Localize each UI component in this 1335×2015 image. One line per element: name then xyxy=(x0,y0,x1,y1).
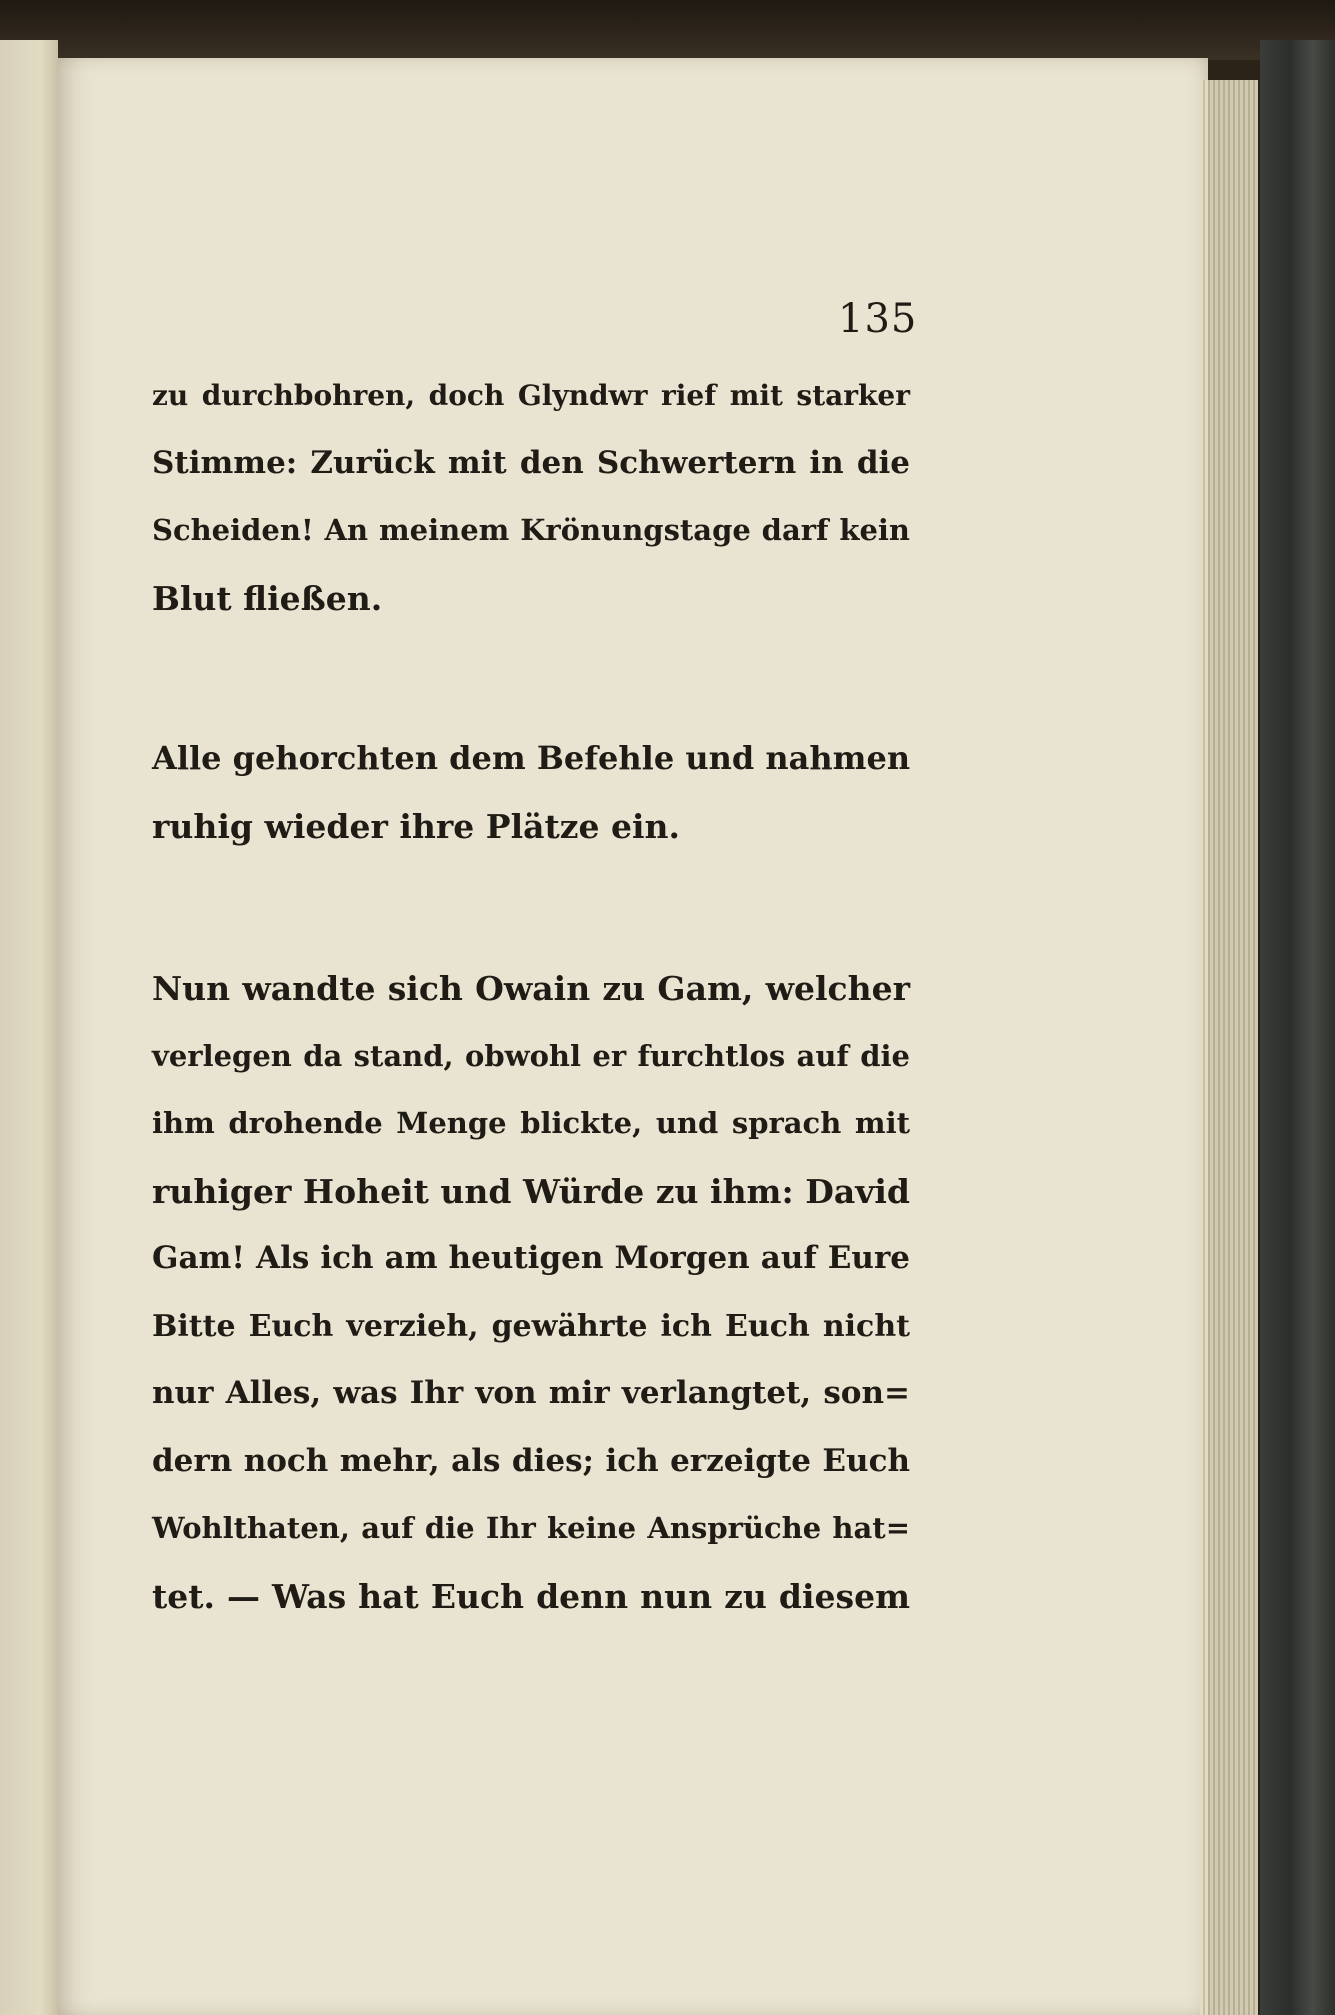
book-cover-edge xyxy=(1260,40,1335,2015)
text-line: ihm drohende Menge blickte, und sprach mit xyxy=(152,1106,910,1140)
text-line: ruhig wieder ihre Plätze ein. xyxy=(152,806,680,846)
text-line: dern noch mehr, als dies; ich erzeigte Euch xyxy=(152,1442,910,1479)
text-line: nur Alles, was Ihr von mir verlangtet, son= xyxy=(152,1375,910,1411)
paragraph-1 xyxy=(152,362,910,632)
paragraph-3 xyxy=(152,955,910,1630)
page-number: 135 xyxy=(838,296,918,342)
text-line: Blut fließen. xyxy=(152,578,383,618)
text-line: Wohlthaten, auf die Ihr keine Ansprüche hat= xyxy=(152,1511,910,1545)
previous-page-edge xyxy=(0,40,58,2015)
text-line: tet. — Was hat Euch denn nun zu diesem xyxy=(152,1576,910,1616)
text-line: ruhiger Hoheit und Würde zu ihm: David xyxy=(152,1171,910,1211)
text-line: Alle gehorchten dem Befehle und nahmen xyxy=(152,739,911,777)
text-line: Scheiden! An meinem Krönungstage darf kein xyxy=(152,513,910,547)
text-line: Nun wandte sich Owain zu Gam, welcher xyxy=(152,969,910,1008)
paragraph-2 xyxy=(152,725,910,860)
text-line: zu durchbohren, doch Glyndwr rief mit starker xyxy=(152,379,910,412)
text-line: Stimme: Zurück mit den Schwertern in die xyxy=(152,444,910,481)
page-stack-edges xyxy=(1200,80,1258,2015)
text-line: Bitte Euch verzieh, gewährte ich Euch nicht xyxy=(152,1308,910,1344)
text-line: Gam! Als ich am heutigen Morgen auf Eure xyxy=(152,1240,910,1276)
book-top-edge xyxy=(0,0,1335,60)
text-line: verlegen da stand, obwohl er furchtlos auf die xyxy=(152,1038,910,1073)
